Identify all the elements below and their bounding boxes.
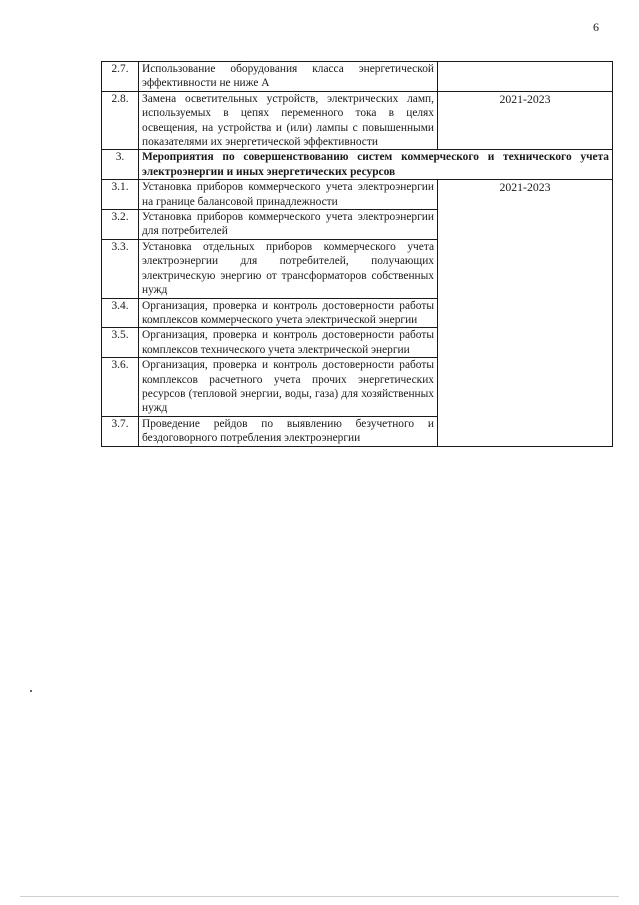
table-row — [102, 91, 613, 150]
row-number: 3.1. — [102, 180, 139, 210]
row-number: 3.6. — [102, 358, 139, 417]
page-bottom-edge — [20, 896, 619, 897]
group-period: 2021-2023 — [438, 180, 613, 446]
row-period: 2021-2023 — [438, 91, 613, 150]
table-row — [102, 180, 613, 210]
row-description: Замена осветительных устройств, электрических ламп, используемых в цепях переменного тока в целях освещения, на устройства и (или) лампы с повышенными показателями их энергетической эффективности — [139, 91, 438, 150]
row-description: Организация, проверка и контроль достоверности работы комплексов технического учета электрической энергии — [139, 328, 438, 358]
row-number: 3.3. — [102, 239, 139, 298]
row-number: 3.7. — [102, 416, 139, 446]
row-number: 2.8. — [102, 91, 139, 150]
scan-speck — [30, 690, 32, 692]
row-number: 3.5. — [102, 328, 139, 358]
row-period — [438, 62, 613, 92]
row-number: 3.2. — [102, 210, 139, 240]
row-description: Использование оборудования класса энергетической эффективности не ниже А — [139, 62, 438, 92]
section-title: Мероприятия по совершенствованию систем коммерческого и технического учета электроэнергии и иных энергетических ресурсов — [139, 150, 613, 180]
page-number: 6 — [593, 20, 599, 34]
section-row — [102, 150, 613, 180]
row-description: Организация, проверка и контроль достоверности работы комплексов расчетного учета прочих энергетических ресурсов (тепловой энергии, воды, газа) для хозяйственных нужд — [139, 358, 438, 417]
row-description: Установка приборов коммерческого учета электроэнергии для потребителей — [139, 210, 438, 240]
row-description: Установка отдельных приборов коммерческого учета электроэнергии для потребителей, получающих электрическую энергию от трансформаторов собственных нужд — [139, 239, 438, 298]
row-number: 2.7. — [102, 62, 139, 92]
row-number: 3.4. — [102, 298, 139, 328]
table-row — [102, 62, 613, 92]
row-description: Организация, проверка и контроль достоверности работы комплексов коммерческого учета электрической энергии — [139, 298, 438, 328]
measures-table — [101, 61, 613, 447]
row-description: Проведение рейдов по выявлению безучетного и бездоговорного потребления электроэнергии — [139, 416, 438, 446]
row-description: Установка приборов коммерческого учета электроэнергии на границе балансовой принадлежности — [139, 180, 438, 210]
section-number: 3. — [102, 150, 139, 180]
